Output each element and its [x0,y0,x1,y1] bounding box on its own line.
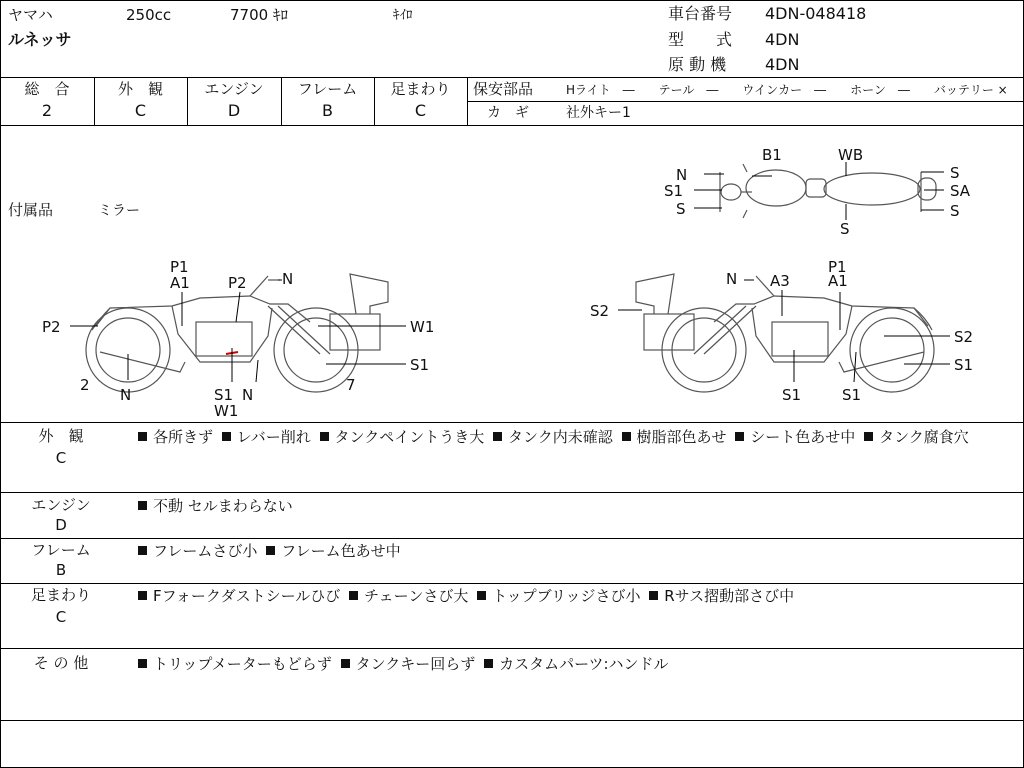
divider [0,492,1024,493]
grade-overall-label: 総 合 [24,80,70,98]
engine-label: 原 動 機 [668,55,727,74]
mileage: 7700 ｷﾛ [230,6,288,24]
label-s: S [840,220,850,238]
remark-suspension-text: Fフォークダストシールひび チェーンさび大 トップブリッジさび小 Rサス摺動部さび中 [134,585,1014,607]
divider [468,101,1024,102]
leader-line [854,352,856,382]
frame-no: 4DN-048418 [765,4,867,23]
remark-engine-grade: D [55,516,67,534]
grade-overall: 2 [41,101,53,120]
accessories-label: 付属品 [8,201,54,219]
label-a3: A3 [770,272,790,290]
remark-engine-label: エンジン [31,496,91,514]
label-s2: S2 [954,328,974,346]
grade-suspension: C [414,101,427,120]
label-a1: A1 [828,272,848,290]
remark-other-text: トリップメーターもどらず タンクキー回らず カスタムパーツ:ハンドル [134,653,1014,675]
label-n: N [726,270,738,288]
remark-frame-text: フレームさび小 フレーム色あせ中 [134,540,1014,562]
label-s: S [950,202,960,220]
remark-suspension-label: 足まわり [30,586,91,604]
divider [0,422,1024,423]
grade-engine: D [227,101,241,120]
right-view-bike-sketch [636,274,934,392]
remark-exterior-text: 各所きず レバー削れ タンクペイントうき大 タンク内未確認 樹脂部色あせ シート色あせ中 タンク腐食穴 [134,426,1014,448]
label-s1: S1 [214,386,234,404]
divider [0,538,1024,539]
key-value: 社外キー1 [566,105,631,121]
grade-frame-label: フレーム [297,80,358,98]
label-n: N [242,386,254,404]
grade-exterior: C [134,101,147,120]
label-2: 2 [80,376,90,394]
label-p2: P2 [42,318,61,336]
key-label: カ ギ [487,105,529,121]
label-s: S [950,164,960,182]
label-w1: W1 [214,402,239,420]
divider [0,720,1024,721]
divider [0,583,1024,584]
remark-exterior-grade: C [55,449,67,467]
grade-engine-label: エンジン [204,80,264,98]
frame-no-label: 車台番号 [668,4,733,23]
leader-line [256,360,258,382]
label-s: S [676,200,686,218]
type-value: 4DN [765,30,800,49]
divider [467,77,468,125]
label-p1: P1 [828,258,847,276]
engine-value: 4DN [765,55,800,74]
label-wb: WB [838,146,864,164]
damage-diagram [0,126,1024,422]
label-n: N [282,270,294,288]
divider [0,77,1024,78]
accessories-value: ミラー [98,203,140,219]
label-a1: A1 [170,274,190,292]
label-s1: S1 [782,386,802,404]
label-sa: SA [950,182,971,200]
label-7: 7 [346,376,356,394]
model-name: ルネッサ [8,30,72,49]
remark-frame-grade: B [55,561,67,579]
remark-exterior-label: 外 観 [38,427,84,445]
label-s1: S1 [664,182,684,200]
label-s1: S1 [410,356,430,374]
grade-suspension-label: 足まわり [390,80,451,98]
label-n: N [676,166,688,184]
remark-frame-label: フレーム [31,541,91,559]
label-s1: S1 [842,386,862,404]
type-label: 型 式 [668,30,733,49]
label-s1: S1 [954,356,974,374]
maker: ヤマハ [8,6,53,24]
label-w1: W1 [410,318,435,336]
grade-frame: B [322,101,333,120]
safety-parts-label: 保安部品 [473,80,534,98]
divider [0,648,1024,649]
label-p2: P2 [228,274,247,292]
safety-parts-items: Hライト ― テール ― ウインカー ― ホーン ― バッテリー × [566,83,1008,97]
top-view-bike-sketch [720,164,936,218]
mileage-unit: ｷｲﾛ [393,8,413,23]
label-p1: P1 [170,258,189,276]
label-b1: B1 [762,146,782,164]
remark-engine-text: 不動 セルまわらない [134,495,1014,517]
remark-suspension-grade: C [55,608,67,626]
label-n: N [120,386,132,404]
displacement: 250cc [126,6,172,24]
label-s2: S2 [590,302,610,320]
remark-other-label: そ の 他 [33,654,89,672]
grade-exterior-label: 外 観 [117,80,163,98]
